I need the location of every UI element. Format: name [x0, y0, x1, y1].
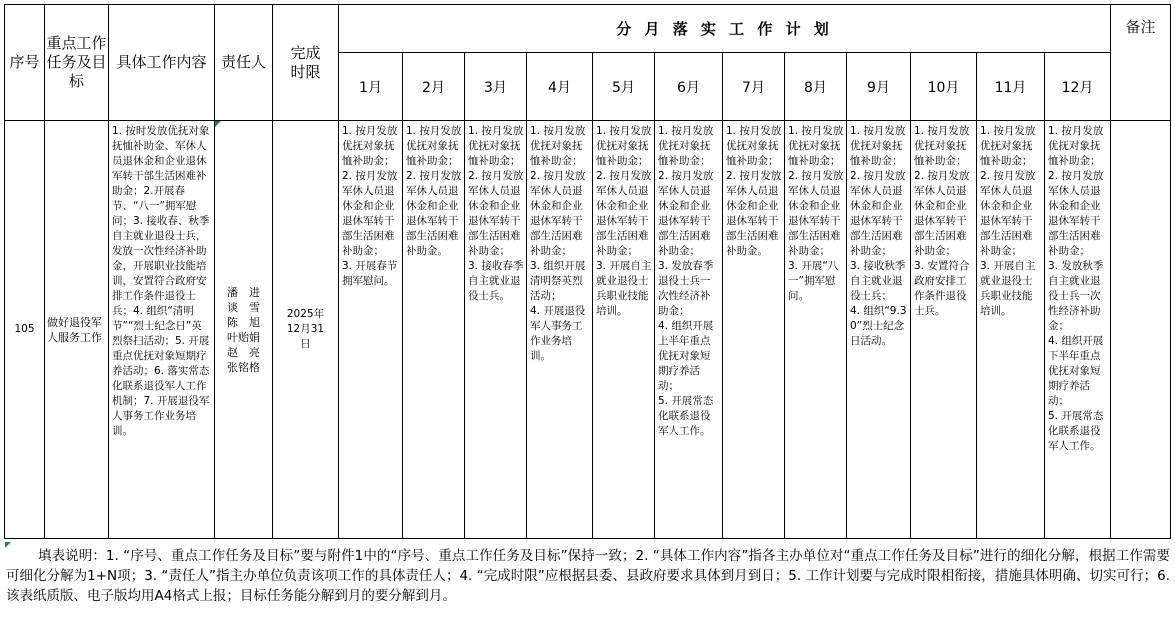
plan-item: 2. 按月发放军休人员退休金和企业退休军转干部生活困难补助金； [850, 170, 906, 257]
plan-item: 5. 开展常态化联系退役军人工作。 [1048, 410, 1104, 452]
plan-month-8 [785, 121, 847, 539]
row-seq: 105 [5, 121, 45, 539]
plan-item: 1. 按月发放优抚对象抚恤补助金； [850, 125, 906, 167]
plan-item: 3. 开展“八一”拥军慰问。 [788, 260, 839, 302]
header-month-8: 8月 [785, 53, 847, 121]
plan-item: 2. 按月发放军休人员退休金和企业退休军转干部生活困难补助金； [788, 170, 844, 257]
plan-month-9 [847, 121, 911, 539]
plan-item: 1. 按月发放优抚对象抚恤补助金； [342, 125, 398, 167]
row-content: 1. 按时发放优抚对象抚恤补助金、军休人员退休金和企业退休军转干部生活困难补助金；2.开展春节、“八一”拥军慰问；3. 接收春、秋季自主就业退役士兵，发放一次性经济补助金，开展职业技能培训，安置符合政府安排工作条件退役士兵；4. 组织“清明节”“烈士纪念日”英烈祭扫活动；5. 开展重点优抚对象短期疗养活动；6. 落实常态化联系退役军人工作机制；7. 开展退役军人事务工作业务培训。 [109, 121, 215, 539]
plan-item: 3. 发放秋季自主就业退役士兵一次性经济补助金； [1048, 260, 1104, 332]
plan-month-2 [403, 121, 465, 539]
header-remarks: 备注 [1111, 5, 1171, 121]
note-text: 填表说明：1. “序号、重点工作任务及目标”要与附件1中的“序号、重点工作任务及目标”保持一致；2. “具体工作内容”指各主办单位对“重点工作任务及目标”进行的细化分解，根据工作需要可细化分解为1+N项；3. “责任人”指主办单位负责该项工作的具体责任人；4. “完成时限”应根据县委、县政府要求具体到月到日；5. 工作计划要与完成时限相衔接，措施具体明确、切实可行；6. 该表纸质版、电子版均用A4格式上报；目标任务能分解到月的要分解到月。 [6, 548, 1170, 604]
header-month-3: 3月 [465, 53, 527, 121]
plan-item: 3. 组织开展清明祭英烈活动； [530, 260, 586, 302]
header-month-5: 5月 [593, 53, 655, 121]
plan-item: 1. 按月发放优抚对象抚恤补助金； [406, 125, 462, 167]
plan-item: 1. 按月发放优抚对象抚恤补助金； [1048, 125, 1104, 167]
plan-item: 2. 按月发放军休人员退休金和企业退休军转干部生活困难补助金； [342, 170, 398, 257]
plan-month-12 [1045, 121, 1111, 539]
plan-month-4 [527, 121, 593, 539]
header-month-2: 2月 [403, 53, 465, 121]
plan-item: 1. 按月发放优抚对象抚恤补助金； [726, 125, 782, 167]
plan-month-1 [339, 121, 403, 539]
plan-month-11 [977, 121, 1045, 539]
row-task: 做好退役军人服务工作 [45, 121, 109, 539]
plan-item: 2. 按月发放军休人员退休金和企业退休军转干部生活困难补助金； [980, 170, 1036, 257]
header-task: 重点工作任务及目标 [45, 5, 109, 121]
plan-item: 4. 组织“9.30”烈士纪念日活动。 [850, 305, 907, 347]
owner-name: 叶贻娟 [227, 330, 260, 344]
plan-month-7 [723, 121, 785, 539]
plan-item: 1. 按月发放优抚对象抚恤补助金； [530, 125, 586, 167]
owner-name: 赵 亮 [227, 345, 260, 359]
plan-item: 2. 按月发放军休人员退休金和企业退休军转干部生活困难补助金； [658, 170, 714, 257]
plan-item: 3. 安置符合政府安排工作条件退役士兵。 [914, 260, 970, 317]
header-month-11: 11月 [977, 53, 1045, 121]
plan-item: 3. 接收春季自主就业退役士兵。 [468, 260, 524, 302]
row-deadline: 2025年12月31日 [273, 121, 339, 539]
plan-month-10 [911, 121, 977, 539]
plan-item: 2. 按月发放军休人员退休金和企业退休军转干部生活困难补助金； [530, 170, 586, 257]
work-plan-table [4, 4, 1171, 539]
plan-item: 1. 按月发放优抚对象抚恤补助金； [596, 125, 652, 167]
plan-month-6 [655, 121, 723, 539]
header-month-10: 10月 [911, 53, 977, 121]
plan-item: 2. 按月发放军休人员退休金和企业退休军转干部生活困难补助金； [914, 170, 970, 257]
header-seq: 序号 [5, 5, 45, 121]
owner-name: 谈 雪 [227, 300, 260, 314]
header-content: 具体工作内容 [109, 5, 215, 121]
header-month-4: 4月 [527, 53, 593, 121]
plan-item: 3. 开展春节拥军慰问。 [342, 260, 398, 287]
plan-item: 1. 按月发放优抚对象抚恤补助金； [980, 125, 1036, 167]
plan-item: 3. 开展自主就业退役士兵职业技能培训。 [596, 260, 652, 317]
header-month-1: 1月 [339, 53, 403, 121]
plan-month-3 [465, 121, 527, 539]
header-month-9: 9月 [847, 53, 911, 121]
plan-item: 2. 按月发放军休人员退休金和企业退休军转干部生活困难补助金。 [406, 170, 462, 257]
plan-month-5 [593, 121, 655, 539]
plan-item: 1. 按月发放优抚对象抚恤补助金； [658, 125, 714, 167]
plan-item: 2. 按月发放军休人员退休金和企业退休军转干部生活困难补助金。 [726, 170, 782, 257]
owner-name: 潘 进 [227, 285, 260, 299]
plan-item: 2. 按月发放军休人员退休金和企业退休军转干部生活困难补助金； [1048, 170, 1104, 257]
plan-item: 1. 按月发放优抚对象抚恤补助金； [468, 125, 524, 167]
header-owner: 责任人 [215, 5, 273, 121]
cell-marker-icon [215, 121, 221, 127]
plan-item: 3. 开展自主就业退役士兵职业技能培训。 [980, 260, 1036, 317]
plan-item: 3. 接收秋季自主就业退役士兵； [850, 260, 906, 302]
plan-item: 4. 开展退役军人事务工作业务培训。 [530, 305, 586, 362]
header-monthly-plan: 分 月 落 实 工 作 计 划 [339, 5, 1111, 53]
plan-item: 2. 按月发放军休人员退休金和企业退休军转干部生活困难补助金； [468, 170, 524, 257]
plan-item: 2. 按月发放军休人员退休金和企业退休军转干部生活困难补助金； [596, 170, 652, 257]
header-deadline: 完成时限 [273, 5, 339, 121]
row-remarks [1111, 121, 1171, 539]
plan-item: 1. 按月发放优抚对象抚恤补助金； [788, 125, 844, 167]
plan-item: 3. 发放春季退役士兵一次性经济补助金； [658, 260, 714, 317]
plan-item: 5. 开展常态化联系退役军人工作。 [658, 395, 714, 437]
fill-instructions [6, 546, 1170, 606]
owner-name: 陈 旭 [227, 315, 260, 329]
note-marker-icon [5, 542, 11, 548]
header-month-12: 12月 [1045, 53, 1111, 121]
plan-item: 4. 组织开展下半年重点优抚对象短期疗养活动； [1048, 335, 1104, 407]
owner-name: 张铭格 [227, 360, 260, 374]
plan-item: 1. 按月发放优抚对象抚恤补助金； [914, 125, 970, 167]
header-month-7: 7月 [723, 53, 785, 121]
row-owners [215, 121, 273, 539]
plan-item: 4. 组织开展上半年重点优抚对象短期疗养活动； [658, 320, 714, 392]
header-month-6: 6月 [655, 53, 723, 121]
